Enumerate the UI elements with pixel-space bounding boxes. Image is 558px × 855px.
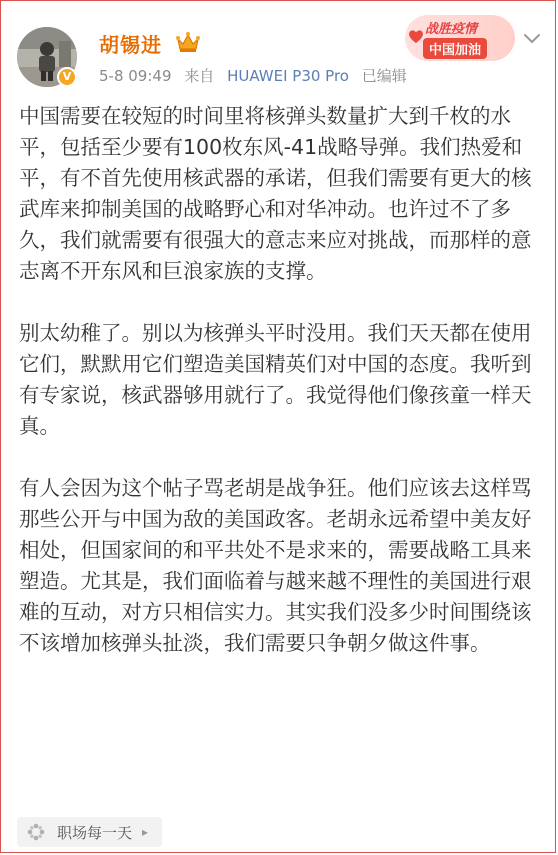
topic-label: 职场每一天 [57,823,133,842]
crown-icon [175,31,201,53]
post-paragraph: 有人会因为这个帖子骂老胡是战争狂。他们应该去这样骂那些公开与中国为敌的美国政客。老胡永远希望中美友好相处，但国家间的和平共处不是求来的，需要战略工具来塑造。尤其是，我们面临着与越来越不理性的美国进行艰难的互动，对方只相信实力。其实我们没多少时间围绕该不该增加核弹头扯淡，我们需要只争朝夕做这件事。 [19,476,532,655]
source-device-link[interactable]: HUAWEI P30 Pro [227,67,349,85]
post-header [1,1,557,101]
verified-badge: V [57,67,77,87]
topic-arrow-icon: ▸ [142,825,149,839]
topic-tag[interactable] [17,817,162,847]
source-prefix: 来自 [184,67,215,85]
topic-icon [25,821,47,843]
campaign-banner[interactable] [403,13,517,63]
post-date: 5-8 09:49 [99,67,172,85]
author-name[interactable]: 胡锡进 [99,33,162,57]
edited-label[interactable]: 已编辑 [361,67,407,85]
banner-line-2: 中国加油 [423,38,487,59]
chevron-down-icon[interactable] [521,31,543,47]
post-body [19,101,543,690]
post-meta [99,65,415,86]
banner-line-1: 战胜疫情 [425,22,478,37]
post-paragraph: 别太幼稚了。别以为核弹头平时没用。我们天天都在使用它们，默默用它们塑造美国精英们对中国的态度。我听到有专家说，核武器够用就行了。我觉得他们像孩童一样天真。 [19,321,532,438]
post-paragraph: 中国需要在较短的时间里将核弹头数量扩大到千枚的水平，包括至少要有100枚东风-41战略导弹。我们热爱和平，有不首先使用核武器的承诺，但我们需要有更大的核武库来抑制美国的战略野心和对华冲动。也许过不了多久，我们就需要有很强大的意志来应对挑战，而那样的意志离不开东风和巨浪家族的支撑。 [19,104,532,283]
